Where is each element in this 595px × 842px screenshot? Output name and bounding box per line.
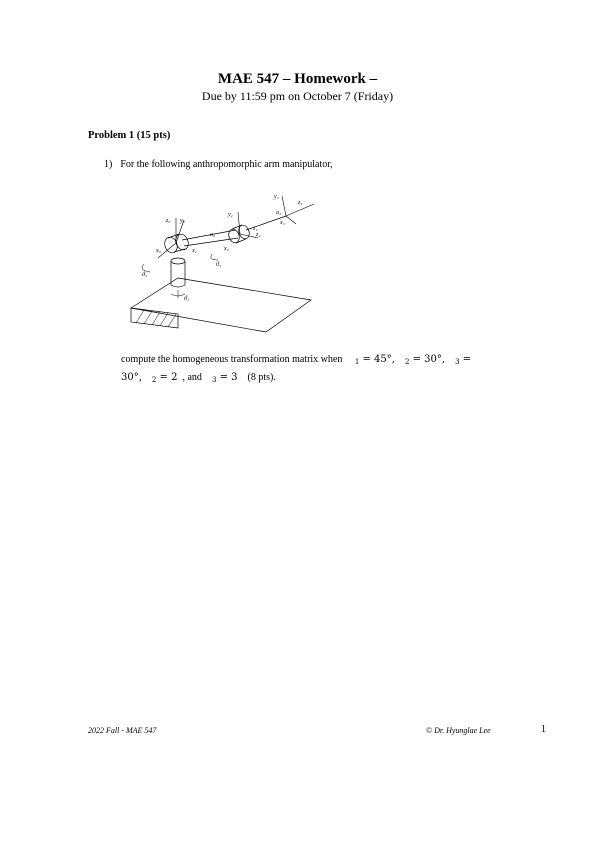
manipulator-diagram	[116, 190, 316, 340]
page-title: MAE 547 – Homework –	[217, 71, 378, 87]
shoulder-joint	[163, 232, 191, 254]
base-cylinder	[171, 258, 185, 287]
manipulator-figure	[116, 190, 316, 345]
label-th3: ϑ₃	[216, 262, 222, 268]
label-x1: x₁	[192, 248, 197, 254]
label-a3: a₃	[276, 210, 282, 216]
item-number: 1)	[104, 159, 113, 170]
compute-paragraph	[121, 352, 516, 388]
th2-arc	[142, 264, 150, 272]
label-x3: x₃	[280, 220, 285, 226]
condition-2: $_2$ = 30°,	[404, 354, 446, 366]
label-y0: y₀	[180, 218, 185, 224]
label-x2: x₂	[224, 246, 229, 252]
points-text: (8 pts).	[247, 372, 276, 383]
problem-item	[104, 159, 333, 170]
condition-3: $_3$ =	[455, 354, 472, 366]
footer-copyright: © Dr. Hyunglae Lee	[426, 726, 491, 735]
elbow-joint	[227, 224, 251, 245]
th3-arc	[211, 254, 218, 260]
link-2	[182, 230, 236, 240]
table-top	[131, 278, 311, 332]
label-z2: z₂	[256, 232, 261, 238]
label-y2: y₂	[228, 212, 233, 218]
due-date: Due by 11:59 pm on October 7 (Friday)	[201, 89, 394, 103]
label-z3: z₃	[298, 200, 303, 206]
condition-1: $_1$ = 45°,	[354, 354, 395, 366]
label-z1: z₁	[253, 226, 258, 232]
page-number: 1	[541, 724, 546, 735]
frame-axes	[158, 196, 314, 258]
label-x0: x₀	[156, 248, 161, 254]
label-a2: a₂	[210, 232, 216, 238]
item-text: For the following anthropomorphic arm manipulator,	[120, 159, 333, 170]
problem-heading: Problem 1 (15 pts)	[88, 130, 171, 141]
and-text: , and	[182, 372, 202, 383]
condition-5: $_3$ = 3	[211, 372, 238, 384]
label-th2: ϑ₂	[142, 272, 148, 278]
condition-4: $_2$ = 2	[151, 372, 178, 384]
compute-text: compute the homogeneous transformation matrix when	[121, 354, 343, 365]
footer-course: 2022 Fall - MAE 547	[88, 726, 157, 735]
label-z0: z₀	[166, 218, 171, 224]
label-th1: ϑ₁	[184, 296, 190, 302]
label-y3: y₃	[274, 194, 279, 200]
condition-3-cont: 30°,	[121, 372, 142, 383]
table-block	[131, 308, 178, 328]
